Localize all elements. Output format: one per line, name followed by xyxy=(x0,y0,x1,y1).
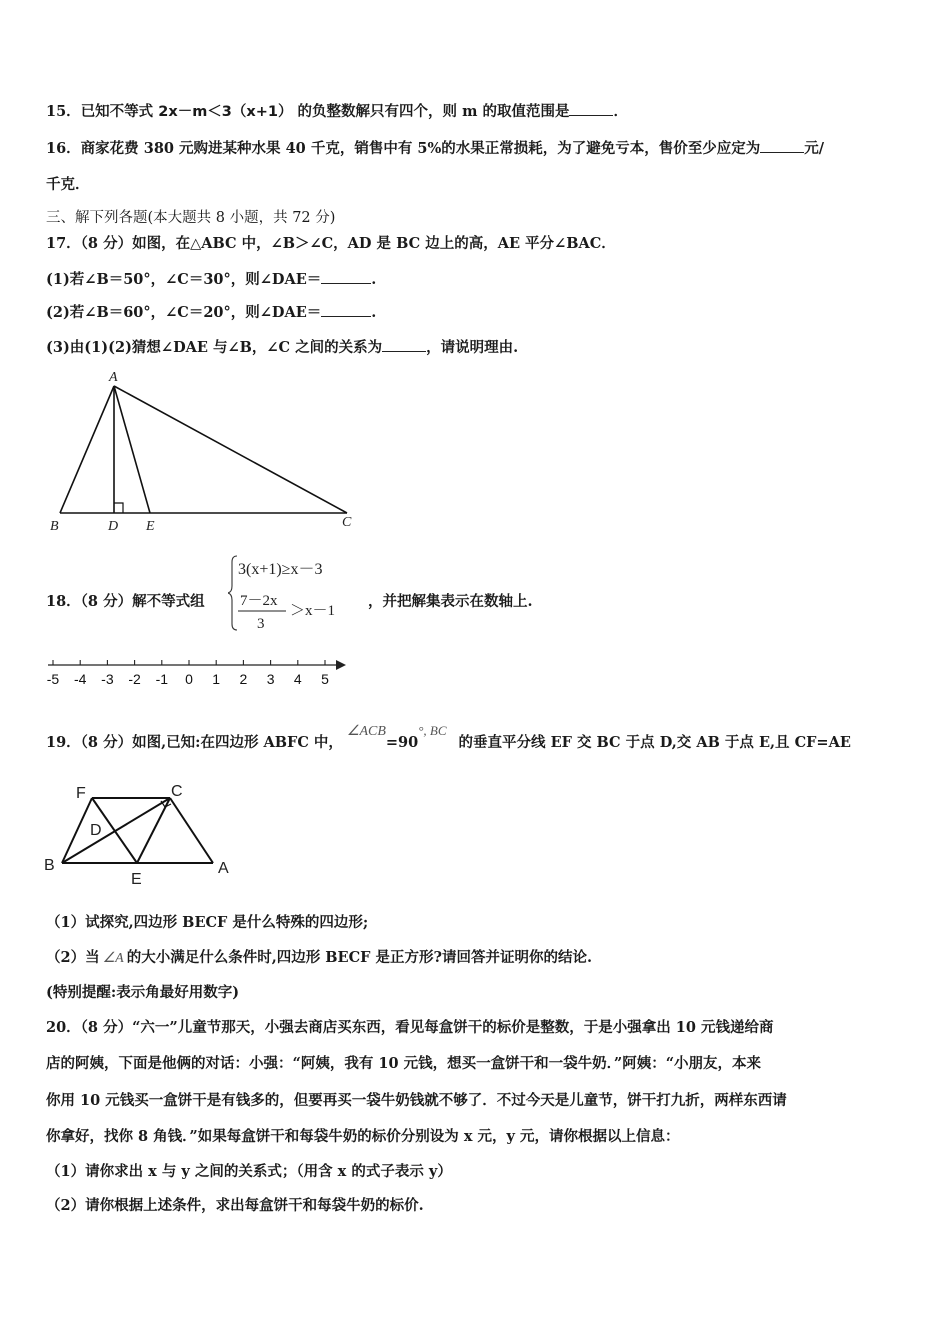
tick-label-0: 0 xyxy=(185,671,193,687)
inequality-2-numerator: 7－2x xyxy=(240,593,278,609)
q16-line-2: 千克． xyxy=(46,176,90,193)
q17-part-2-blank xyxy=(321,302,371,317)
tick-label-3: 3 xyxy=(266,671,275,687)
inequality-system xyxy=(228,550,368,636)
q20-line-4: 你拿好，找你 8 角钱．”如果每盒饼干和每袋牛奶的标价分别设为 x 元，y 元，请你根据以上信息： xyxy=(46,1128,680,1145)
q17-stem: 17．（8 分）如图，在△ABC 中，∠B＞∠C，AD 是 BC 边上的高，AE 平分∠BAC． xyxy=(46,235,616,252)
q19-part-2 xyxy=(46,948,592,969)
q20-line-3: 你用 10 元钱买一盒饼干是有钱多的，但要再买一袋牛奶钱就不够了．不过今天是儿童节，饼干打九折，两样东西请 xyxy=(46,1092,787,1109)
q17-part-3-tail: ，请说明理由. xyxy=(426,339,519,356)
q19-note: (特别提醒:表示角最好用数字) xyxy=(46,984,240,1001)
q19-equals: =90 xyxy=(385,734,419,751)
q17-part-3-blank xyxy=(382,337,426,352)
q17-part-1-blank xyxy=(321,269,371,284)
q19-post: 的垂直平分线 EF 交 BC 于点 D,交 AB 于点 E,且 CF=AE xyxy=(458,734,851,751)
label-f: F xyxy=(76,785,86,802)
q18-prefix: 18．（8 分）解不等式组 xyxy=(46,593,205,610)
tick-label-5: 5 xyxy=(321,671,329,687)
label-e: E xyxy=(146,519,155,534)
label-c: C xyxy=(171,783,183,800)
tick-label-1: 1 xyxy=(212,671,221,687)
q16-text: 16．商家花费 380 元购进某种水果 40 千克，销售中有 5%的水果正常损耗，为了避免亏本，售价至少应定为 xyxy=(46,140,761,157)
q17-part-1-text: (1)若∠B＝50°，∠C＝30°，则∠DAE＝ xyxy=(46,271,322,288)
q19-degree-bc: °, BC xyxy=(418,723,447,738)
inequality-2-denominator: 3 xyxy=(257,616,265,632)
question-16-line-1 xyxy=(46,138,824,159)
number-line-arrow xyxy=(336,660,346,670)
tick-label--5: -5 xyxy=(46,671,60,687)
inequality-2-rest: ＞x－1 xyxy=(290,603,336,619)
number-line xyxy=(42,652,352,692)
label-b: B xyxy=(44,857,55,874)
tick-label-4: 4 xyxy=(293,671,302,687)
q16-unit: 元/ xyxy=(804,140,825,157)
label-c: C xyxy=(342,515,352,530)
side-ac xyxy=(114,386,347,513)
label-e: E xyxy=(131,871,142,888)
side-ab xyxy=(60,386,114,513)
inequality-1: 3(x+1)≥x－3 xyxy=(238,561,323,578)
q19-part-2-post: 的大小满足什么条件时,四边形 BECF 是正方形?请回答并证明你的结论. xyxy=(126,949,593,966)
q19-angle-acb: ∠ACB xyxy=(346,724,386,739)
q15-end: ． xyxy=(613,103,628,120)
q20-line-2: 店的阿姨，下面是他俩的对话：小强：“阿姨，我有 10 元钱，想买一盒饼干和一袋牛奶．”阿姨：“小朋友，本来 xyxy=(46,1055,762,1072)
triangle-abc-figure xyxy=(40,366,370,536)
q19-angle-a: ∠A xyxy=(102,951,124,966)
q19-part-1: （1）试探究,四边形 BECF 是什么特殊的四边形; xyxy=(46,914,369,931)
q17-part-2 xyxy=(46,302,376,323)
q17-part-2-text: (2)若∠B＝60°，∠C＝20°，则∠DAE＝ xyxy=(46,304,322,321)
label-b: B xyxy=(50,519,59,534)
q15-pre: 已知不等式 xyxy=(80,103,159,120)
q19-part-2-pre: （2）当 xyxy=(46,949,100,966)
q20-part-2: （2）请你根据上述条件，求出每盒饼干和每袋牛奶的标价. xyxy=(46,1197,424,1214)
segment-ca xyxy=(170,798,213,863)
q15-post: 的负整数解只有四个，则 m 的取值范围是 xyxy=(297,103,570,120)
q20-line-1: 20．（8 分）“六一”儿童节那天，小强去商店买东西，看见每盒饼干的标价是整数，于是小强拿出 10 元钱递给商 xyxy=(46,1019,774,1036)
q15-expression: 2x－m＜3（x+1） xyxy=(158,104,293,120)
q20-part-1: （1）请你求出 x 与 y 之间的关系式；（用含 x 的式子表示 y） xyxy=(46,1163,452,1180)
tick-label--1: -1 xyxy=(155,671,169,687)
tick-label--2: -2 xyxy=(128,671,141,687)
label-d: D xyxy=(90,822,102,839)
q18-suffix: ，并把解集表示在数轴上. xyxy=(368,593,533,610)
label-a: A xyxy=(109,370,118,385)
section-3-heading: 三、解下列各题(本大题共 8 小题，共 72 分) xyxy=(46,210,336,226)
q17-part-1 xyxy=(46,269,376,290)
q19-pre: 19．（8 分）如图,已知:在四边形 ABFC 中， xyxy=(46,734,343,751)
label-d: D xyxy=(108,519,119,534)
q16-answer-blank xyxy=(760,138,804,153)
bisector-ae xyxy=(114,386,150,513)
tick-label--3: -3 xyxy=(101,671,114,687)
q17-part-3 xyxy=(46,337,518,358)
question-15 xyxy=(46,101,628,122)
label-a: A xyxy=(218,860,229,877)
q15-number: 15． xyxy=(46,103,81,120)
q15-answer-blank xyxy=(569,101,613,116)
left-brace xyxy=(228,556,237,630)
right-angle-mark xyxy=(114,503,123,513)
quadrilateral-abfc-figure xyxy=(40,780,240,892)
tick-label-2: 2 xyxy=(239,671,248,687)
tick-label--4: -4 xyxy=(73,671,87,687)
q17-part-3-text: (3)由(1)(2)猜想∠DAE 与∠B，∠C 之间的关系为 xyxy=(46,339,383,356)
q17-part-1-period: . xyxy=(371,271,377,288)
q17-part-2-period: . xyxy=(371,304,377,321)
q19-stem xyxy=(46,723,851,754)
